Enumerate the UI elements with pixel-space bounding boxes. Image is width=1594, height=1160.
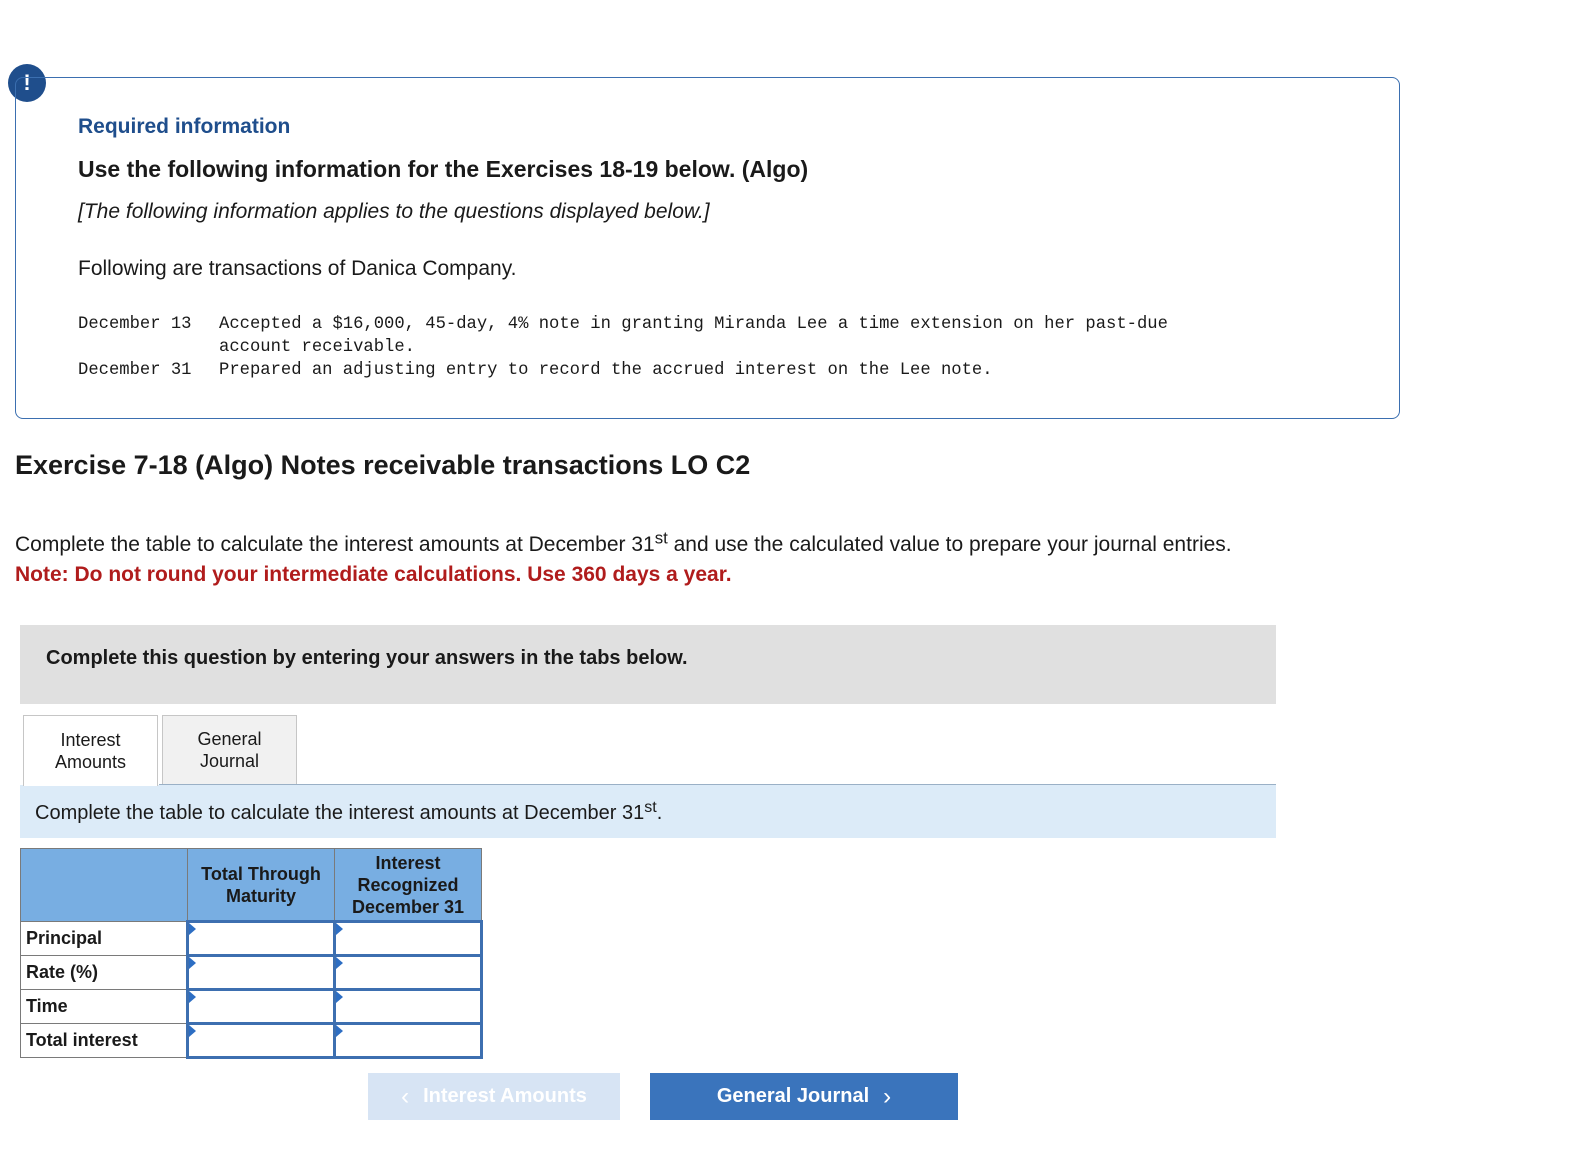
transaction-text: Prepared an adjusting entry to record the accrued interest on the Lee note. xyxy=(219,361,993,380)
row-label-rate: Rate (%) xyxy=(21,956,188,990)
table-row xyxy=(21,956,482,990)
input-marker-icon xyxy=(189,991,196,1003)
transaction-text: Accepted a $16,000, 45-day, 4% note in granting Miranda Lee a time extension on her past-due xyxy=(219,315,1168,334)
total-interest-recognized-input-cell[interactable] xyxy=(335,1024,482,1058)
exercise-title: Exercise 7-18 (Algo) Notes receivable transactions LO C2 xyxy=(15,450,751,480)
time-total-input[interactable] xyxy=(189,991,333,1022)
transaction-text: account receivable. xyxy=(219,338,415,357)
transaction-line-continued xyxy=(78,338,415,357)
table-row xyxy=(21,1024,482,1058)
tab-interest-amounts[interactable]: Interest Amounts xyxy=(23,715,158,786)
principal-recognized-input-cell[interactable] xyxy=(335,922,482,956)
input-marker-icon xyxy=(189,923,196,935)
required-info-title: Required information xyxy=(78,115,291,138)
input-marker-icon xyxy=(336,991,343,1003)
table-row xyxy=(21,990,482,1024)
rate-recognized-input[interactable] xyxy=(336,957,480,988)
table-header-interest-recognized: Interest Recognized December 31 xyxy=(335,849,482,922)
row-label-principal: Principal xyxy=(21,922,188,956)
principal-total-input[interactable] xyxy=(189,923,333,954)
total-interest-recognized-input[interactable] xyxy=(336,1025,480,1056)
input-marker-icon xyxy=(336,923,343,935)
rate-total-input[interactable] xyxy=(189,957,333,988)
time-total-input-cell[interactable] xyxy=(188,990,335,1024)
info-intro: Following are transactions of Danica Company. xyxy=(78,257,517,280)
input-marker-icon xyxy=(189,1025,196,1037)
transaction-line xyxy=(78,315,1168,334)
exercise-instruction: Complete the table to calculate the interest amounts at December 31st and use the calculated value to prepare your journal entries. xyxy=(15,528,1232,556)
input-marker-icon xyxy=(336,1025,343,1037)
rate-total-input-cell[interactable] xyxy=(188,956,335,990)
row-label-time: Time xyxy=(21,990,188,1024)
prev-tab-button[interactable] xyxy=(368,1073,620,1120)
tab-instruction-bar xyxy=(20,785,1276,838)
next-tab-button[interactable] xyxy=(650,1073,958,1120)
input-marker-icon xyxy=(189,957,196,969)
alert-icon: ! xyxy=(8,64,46,102)
principal-total-input-cell[interactable] xyxy=(188,922,335,956)
time-recognized-input[interactable] xyxy=(336,991,480,1022)
principal-recognized-input[interactable] xyxy=(336,923,480,954)
tab-general-journal[interactable]: General Journal xyxy=(162,715,297,784)
tab-instruction: Complete the table to calculate the interest amounts at December 31st. xyxy=(35,798,663,824)
tabs-banner: Complete this question by entering your answers in the tabs below. xyxy=(20,625,1276,704)
table-header-total-through-maturity: Total Through Maturity xyxy=(188,849,335,922)
prev-tab-label: Interest Amounts xyxy=(423,1085,587,1107)
chevron-right-icon: › xyxy=(883,1082,892,1110)
rate-recognized-input-cell[interactable] xyxy=(335,956,482,990)
row-label-total-interest: Total interest xyxy=(21,1024,188,1058)
input-marker-icon xyxy=(336,957,343,969)
next-tab-label: General Journal xyxy=(716,1085,870,1107)
interest-table xyxy=(20,848,483,1059)
chevron-left-icon: ‹ xyxy=(401,1082,410,1110)
exercise-note: Note: Do not round your intermediate calculations. Use 360 days a year. xyxy=(15,563,732,586)
transaction-date: December 13 xyxy=(78,315,192,334)
transaction-line xyxy=(78,361,993,380)
table-header-blank xyxy=(21,849,188,922)
info-heading: Use the following information for the Exercises 18-19 below. (Algo) xyxy=(78,156,809,182)
total-interest-total-input[interactable] xyxy=(189,1025,333,1056)
transaction-date: December 31 xyxy=(78,361,192,380)
info-applies-note: [The following information applies to the questions displayed below.] xyxy=(78,200,710,223)
time-recognized-input-cell[interactable] xyxy=(335,990,482,1024)
table-row xyxy=(21,922,482,956)
total-interest-total-input-cell[interactable] xyxy=(188,1024,335,1058)
